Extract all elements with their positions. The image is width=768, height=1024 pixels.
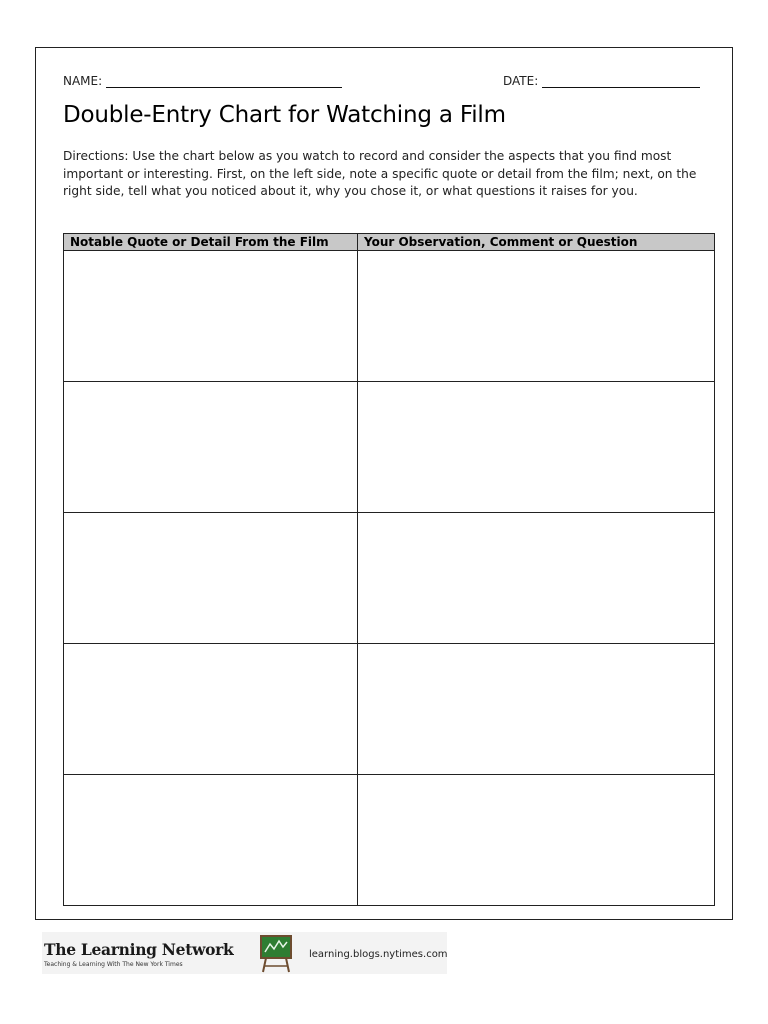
observation-cell[interactable] [358,775,715,906]
table-row [64,775,715,906]
observation-cell[interactable] [358,382,715,513]
column-header-quote: Notable Quote or Detail From the Film [64,234,358,251]
name-label: NAME: [63,74,103,88]
name-blank-line [106,73,342,88]
quote-cell[interactable] [64,513,358,644]
observation-cell[interactable] [358,644,715,775]
logo-title: The Learning Network [44,940,234,959]
quote-cell[interactable] [64,644,358,775]
table-row [64,251,715,382]
observation-cell[interactable] [358,513,715,644]
quote-cell[interactable] [64,382,358,513]
observation-cell[interactable] [358,251,715,382]
date-field [503,73,700,88]
logo-subtitle: Teaching & Learning With The New York Times [44,961,183,968]
date-blank-line [542,73,700,88]
date-label: DATE: [503,74,539,88]
table-row [64,382,715,513]
footer-logo-bar [42,932,447,974]
quote-cell[interactable] [64,251,358,382]
page-title: Double-Entry Chart for Watching a Film [63,102,506,128]
quote-cell[interactable] [64,775,358,906]
double-entry-table [63,233,715,906]
column-header-observation: Your Observation, Comment or Question [358,234,715,251]
table-row [64,513,715,644]
directions-text: Directions: Use the chart below as you watch to record and consider the aspects that you find most important or interesting. First, on the left side, note a specific quote or detail from the film; next, on the right side, tell what you noticed about it, why you chose it, or what questions it raises for you. [63,149,697,198]
table-header-row [64,234,715,251]
site-url: learning.blogs.nytimes.com [309,949,448,960]
name-field [63,73,342,88]
chalkboard-icon [258,932,294,978]
table-row [64,644,715,775]
